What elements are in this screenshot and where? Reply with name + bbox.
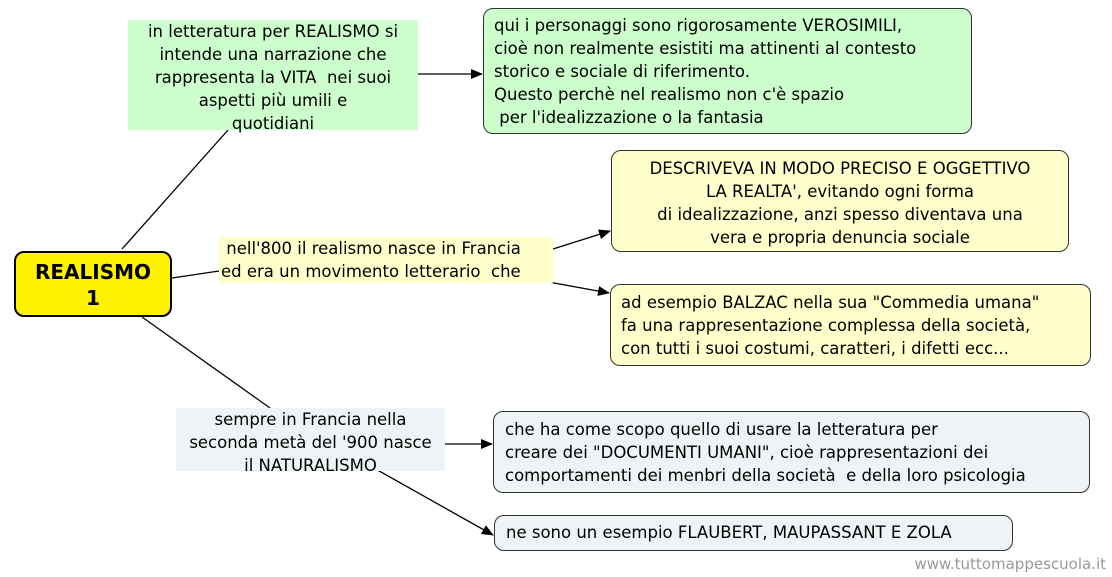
branch-label-definizione[interactable] xyxy=(128,20,418,133)
connector-center-to-l3 xyxy=(142,317,270,408)
box-descrizione-oggettiva[interactable] xyxy=(611,150,1069,252)
box-line: fa una rappresentazione complessa della società, xyxy=(621,316,1031,335)
box-line: Questo perchè nel realismo non c'è spazio xyxy=(494,85,845,104)
label-line: intende una narrazione che xyxy=(159,45,387,64)
watermark: www.tuttomappescuola.it xyxy=(914,555,1106,573)
center-line-1: REALISMO xyxy=(34,260,152,284)
box-line: creare dei "DOCUMENTI UMANI", cioè rappresentazioni dei xyxy=(505,443,989,462)
label-line: rappresenta la VITA nei suoi xyxy=(154,68,392,87)
branch-label-origine[interactable] xyxy=(219,237,553,283)
box-documenti-umani[interactable] xyxy=(493,411,1090,493)
box-line: DESCRIVEVA IN MODO PRECISO E OGGETTIVO xyxy=(649,159,1031,178)
connector-center-to-l2 xyxy=(172,271,219,278)
label-line: seconda metà del '900 nasce xyxy=(189,433,432,452)
box-line: cioè non realmente esistiti ma attinenti al contesto xyxy=(494,39,917,58)
label-line: il NATURALISMO xyxy=(244,456,377,475)
box-line: per l'idealizzazione o la fantasia xyxy=(494,108,764,127)
box-line: di idealizzazione, anzi spesso diventava una xyxy=(657,205,1023,224)
label-line: in letteratura per REALISMO si xyxy=(147,22,399,41)
arrow-l3-to-b5 xyxy=(372,467,493,535)
box-line: con tutti i suoi costumi, caratteri, i difetti ecc... xyxy=(621,339,1009,358)
box-line: che ha come scopo quello di usare la letteratura per xyxy=(505,420,938,439)
box-esempio-balzac[interactable] xyxy=(610,284,1091,366)
label-line: nell'800 il realismo nasce in Francia xyxy=(221,239,521,258)
box-line: qui i personaggi sono rigorosamente VEROSIMILI, xyxy=(494,16,903,35)
arrow-l2-to-b2 xyxy=(553,231,610,249)
box-line: storico e sociale di riferimento. xyxy=(494,62,750,81)
box-esempi-naturalismo[interactable] xyxy=(494,515,1013,551)
label-line: ed era un movimento letterario che xyxy=(221,262,521,281)
box-personaggi-verosimili[interactable] xyxy=(483,8,972,134)
label-line: sempre in Francia nella xyxy=(214,410,407,429)
center-line-2: 1 xyxy=(86,286,100,310)
box-line: LA REALTA', evitando ogni forma xyxy=(705,182,975,201)
branch-label-naturalismo[interactable] xyxy=(176,408,445,475)
connector-center-to-l1 xyxy=(122,130,228,249)
label-line: quotidiani xyxy=(231,114,315,133)
central-node-realismo[interactable] xyxy=(14,251,172,317)
box-line: ad esempio BALZAC nella sua "Commedia umana" xyxy=(621,293,1040,312)
box-line: comportamenti dei menbri della società e della loro psicologia xyxy=(505,466,1026,485)
box-line: vera e propria denuncia sociale xyxy=(710,228,970,247)
label-line: aspetti più umili e xyxy=(198,91,348,110)
box-line: ne sono un esempio FLAUBERT, MAUPASSANT E ZOLA xyxy=(506,523,952,542)
